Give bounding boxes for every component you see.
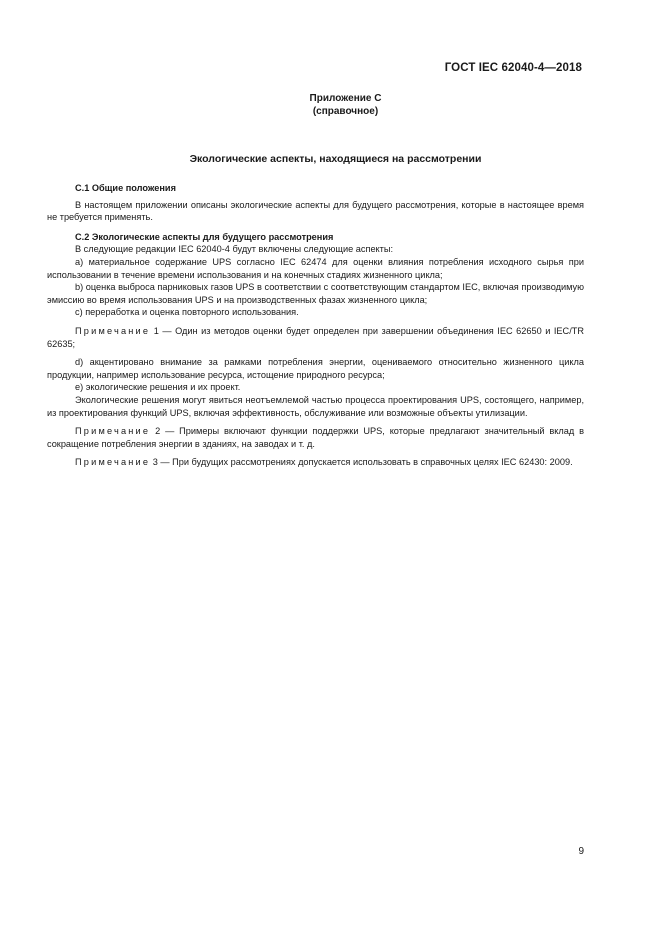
annex-heading — [0, 92, 661, 118]
document-body — [47, 182, 584, 469]
note-3-text: 3 — При будущих рассмотрениях допускается использовать в справочных целях IEC 62430: 2009. — [150, 457, 573, 468]
c1-heading: С.1 Общие положения — [75, 183, 176, 193]
c2-heading: С.2 Экологические аспекты для будущего рассмотрения — [75, 231, 334, 242]
c1-paragraph: В настоящем приложении описаны экологические аспекты для будущего рассмотрения, которые в настоящее время не требуется применять. — [47, 199, 584, 223]
c2-item-e: e) экологические решения и их проект. — [75, 382, 241, 393]
c2-intro: В следующие редакции IEC 62040-4 будут включены следующие аспекты: — [75, 244, 394, 255]
c2-item-b: b) оценка выброса парниковых газов UPS в соответствии с соответствующим стандартом IEC, включая производимую эмиссию во время использования UPS и на производственных фазах жизненного цикла; — [47, 282, 584, 305]
note-3-label: Примечание — [75, 457, 151, 468]
note-2-label: Примечание — [75, 426, 151, 437]
page-number: 9 — [578, 846, 584, 857]
standard-header: ГОСТ IEC 62040-4—2018 — [444, 62, 582, 74]
c2-item-d: d) акцентировано внимание за рамками потребления энергии, оцениваемого относительно жизненного цикла продукции, например использование ресурса, истощение природного ресурса; — [47, 357, 584, 380]
section-title: Экологические аспекты, находящиеся на рассмотрении — [189, 153, 482, 165]
note-1-text: 1 — Один из методов оценки будет определен при завершении объединения IEC 62650 и IEC/TR 62635; — [47, 325, 584, 349]
note-2-text: 2 — Примеры включают функции поддержки UPS, которые предлагают значительный вклад в сокращение потребления энергии в зданиях, на заводах и т. д. — [47, 426, 584, 449]
note-1 — [47, 325, 584, 350]
annex-title: Приложение С — [309, 93, 382, 104]
annex-subtitle: (справочное) — [312, 106, 379, 117]
note-2 — [47, 425, 584, 450]
note-1-label: Примечание — [75, 325, 151, 336]
c2-item-c: c) переработка и оценка повторного использования. — [75, 307, 299, 318]
eco-solutions-paragraph: Экологические решения могут явиться неотъемлемой частью процесса проектирования UPS, состоящего, например, из проектирования функций UPS, включая эффективность, обслуживание или возможные объекты утилизации. — [47, 394, 584, 418]
c2-item-a: a) материальное содержание UPS согласно IEC 62474 для оценки влияния потребления исходного сырья при использовании в течение времени использования и на конечных стадиях жизненного цикла; — [47, 256, 584, 280]
note-3 — [47, 456, 584, 469]
